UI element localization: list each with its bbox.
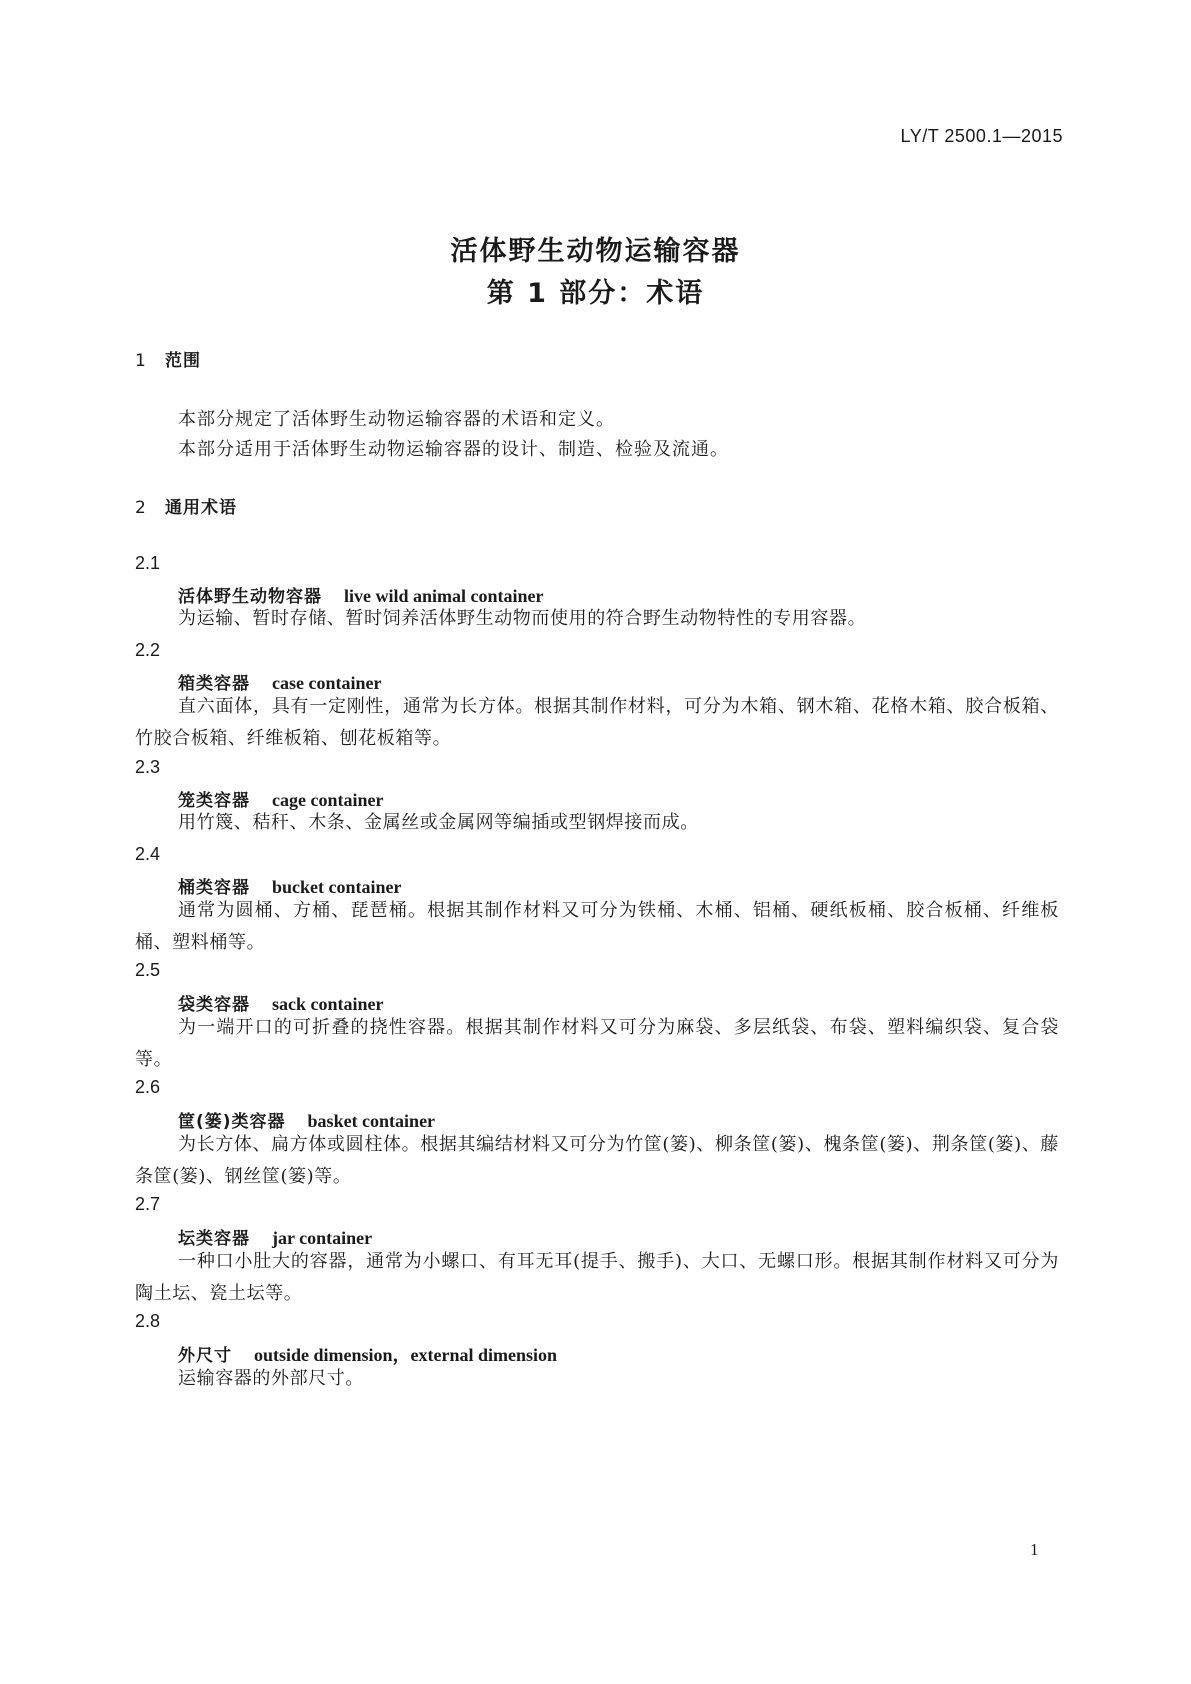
term-number: 2.3 — [135, 757, 161, 777]
term-chinese: 箱类容器 — [178, 674, 250, 694]
scope-paragraph: 本部分规定了活体野生动物运输容器的术语和定义。 — [178, 409, 615, 430]
standard-code: LY/T 2500.1—2015 — [900, 126, 1063, 146]
section-number: 1 — [135, 351, 146, 371]
term-definition: 为运输、暂时存储、暂时饲养活体野生动物而使用的符合野生动物特性的专用容器。 — [178, 608, 867, 629]
term-english: basket container — [307, 1111, 436, 1131]
term-definition: 用竹篾、秸秆、木条、金属丝或金属网等编插或型钢焊接而成。 — [178, 812, 699, 833]
section-heading-scope — [135, 346, 201, 371]
term-chinese: 活体野生动物容器 — [178, 587, 322, 607]
term-chinese: 坛类容器 — [178, 1229, 250, 1249]
section-title: 通用术语 — [165, 498, 237, 518]
term-number: 2.7 — [135, 1194, 161, 1214]
term-chinese: 笼类容器 — [178, 791, 250, 811]
term-definition: 为一端开口的可折叠的挠性容器。根据其制作材料又可分为麻袋、多层纸袋、布袋、塑料编织袋、复合袋等。 — [135, 1017, 1059, 1070]
term-number: 2.5 — [135, 960, 161, 980]
term-definition: 直六面体，具有一定刚性，通常为长方体。根据其制作材料，可分为木箱、钢木箱、花格木箱、胶合板箱、竹胶合板箱、纤维板箱、刨花板箱等。 — [135, 696, 1059, 749]
term-english: cage container — [272, 790, 384, 810]
term-english: outside dimension，external dimension — [254, 1345, 558, 1365]
term-definition: 为长方体、扁方体或圆柱体。根据其编结材料又可分为竹筐(篓)、柳条筐(篓)、槐条筐(篓)、荆条筐(篓)、藤条筐(篓)、钢丝筐(篓)等。 — [135, 1134, 1059, 1187]
term-number: 2.2 — [135, 640, 161, 660]
term-chinese: 筐(篓)类容器 — [178, 1112, 286, 1132]
term-english: jar container — [272, 1228, 373, 1248]
term-definition: 一种口小肚大的容器，通常为小螺口、有耳无耳(提手、搬手)、大口、无螺口形。根据其制作材料又可分为陶土坛、瓷土坛等。 — [135, 1251, 1059, 1304]
term-number: 2.1 — [135, 553, 161, 573]
term-english: live wild animal container — [344, 586, 544, 606]
term-english: bucket container — [272, 877, 402, 897]
term-chinese: 桶类容器 — [178, 878, 250, 898]
term-chinese: 外尺寸 — [178, 1346, 232, 1366]
term-chinese: 袋类容器 — [178, 995, 250, 1015]
page-number: 1 — [1030, 1540, 1039, 1559]
term-number: 2.6 — [135, 1077, 161, 1097]
section-number: 2 — [135, 498, 146, 518]
section-heading-general-terms — [135, 493, 237, 518]
scope-paragraph: 本部分适用于活体野生动物运输容器的设计、制造、检验及流通。 — [178, 439, 729, 460]
term-english: case container — [272, 673, 382, 693]
term-number: 2.4 — [135, 844, 161, 864]
document-title: 活体野生动物运输容器 — [450, 236, 741, 267]
term-number: 2.8 — [135, 1311, 161, 1331]
term-definition: 运输容器的外部尺寸。 — [178, 1368, 364, 1389]
term-definition: 通常为圆桶、方桶、琵琶桶。根据其制作材料又可分为铁桶、木桶、铝桶、硬纸板桶、胶合板桶、纤维板桶、塑料桶等。 — [135, 900, 1059, 953]
term-english: sack container — [272, 994, 384, 1014]
document-subtitle: 第 1 部分：术语 — [486, 278, 705, 309]
section-title: 范围 — [165, 351, 201, 371]
